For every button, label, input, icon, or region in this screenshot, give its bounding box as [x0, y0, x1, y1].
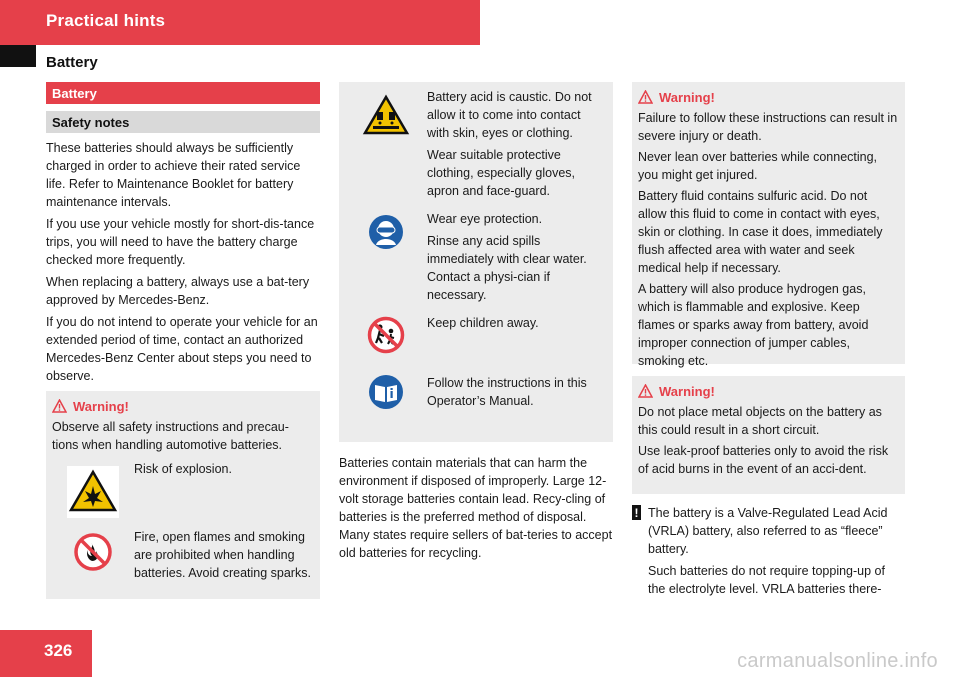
pictogram-box [339, 82, 613, 442]
page-subheading: Battery [46, 54, 98, 71]
warning-text: A battery will also produce hydrogen gas, which is flammable and explosive. Keep flames or sparks away from battery, avoid improper connection of jumper cables, smoking etc. [638, 282, 869, 368]
subsection-band-safety-notes: Safety notes [46, 111, 320, 133]
column-left [46, 82, 320, 599]
no-open-flame-icon [73, 532, 113, 572]
warning-box-general [46, 391, 320, 599]
pictogram-caption: Battery acid is caustic. Do not allow it to come into contact with skin, eyes or clothing. [427, 90, 592, 140]
pictogram-row [52, 460, 314, 520]
section-band-battery: Battery [46, 82, 320, 104]
pictogram-caption: Rinse any acid spills immediately with clear water. Contact a physi-cian if necessary. [427, 234, 587, 302]
warning-text: Never lean over batteries while connecting, you might get injured. [638, 150, 878, 182]
pictogram-caption: Follow the instructions in this Operator’s Manual. [427, 376, 587, 408]
note-text: The battery is a Valve-Regulated Lead Acid (VRLA) battery, also referred to as “fleece” battery. [648, 506, 888, 556]
paragraph: If you use your vehicle mostly for short-dis-tance trips, you will need to have the battery charge checked more frequently. [46, 217, 315, 267]
warning-heading [52, 397, 314, 415]
corrosive-warning-icon [362, 94, 410, 136]
note-vrla [632, 504, 905, 602]
warning-text: Do not place metal objects on the battery as this could result in a short circuit. [638, 405, 882, 437]
warning-heading [638, 88, 899, 106]
pictogram-caption: Wear eye protection. [427, 212, 543, 226]
warning-title: Warning! [73, 398, 129, 414]
pictogram-row [52, 528, 314, 586]
read-manual-icon [368, 374, 404, 410]
warning-title: Warning! [659, 383, 715, 399]
note-text: Such batteries do not require topping-up of the electrolyte level. VRLA batteries there- [648, 564, 885, 596]
exclamation-note-icon: ! [632, 505, 641, 520]
eye-protection-icon [368, 214, 404, 250]
section-title: Practical hints [46, 11, 166, 30]
warning-box-short-circuit [632, 376, 905, 494]
warning-title: Warning! [659, 89, 715, 105]
paragraph: If you do not intend to operate your vehicle for an extended period of time, contact an authorized Mercedes-Benz Center about steps you need to observe. [46, 315, 318, 383]
page-number: 326 [44, 641, 73, 660]
pictogram-row [345, 210, 605, 308]
warning-text: Use leak-proof batteries only to avoid the risk of acid burns in the event of an acci-dent. [638, 444, 889, 476]
pictogram-row [345, 314, 605, 354]
keep-children-away-icon [367, 316, 405, 354]
pictogram-caption: Wear suitable protective clothing, especially gloves, apron and face-guard. [427, 148, 575, 198]
pictogram-caption: Risk of explosion. [134, 462, 232, 476]
warning-text: Battery fluid contains sulfuric acid. Do not allow this fluid to come in contact with eyes, skin or clothing. In case it does, immediately flush affected area with water and seek medical help if necessary. [638, 189, 883, 275]
pictogram-row [345, 88, 605, 204]
page-tab-marker [0, 45, 36, 67]
warning-triangle-icon [638, 384, 653, 398]
pictogram-row [345, 370, 605, 414]
warning-text: Failure to follow these instructions can result in severe injury or death. [638, 111, 898, 143]
paragraph: These batteries should always be sufficiently charged in order to achieve their rated service life. Refer to Maintenance Booklet for battery maintenance intervals. [46, 141, 301, 209]
pictogram-caption: Fire, open flames and smoking are prohibited when handling batteries. Avoid creating sparks. [134, 530, 311, 580]
warning-triangle-icon [638, 90, 653, 104]
column-right [632, 82, 905, 602]
pictogram-caption: Keep children away. [427, 316, 539, 330]
warning-text: Observe all safety instructions and precau-tions when handling automotive batteries. [52, 420, 289, 452]
warning-heading [638, 382, 899, 400]
intro-paragraphs [46, 139, 320, 385]
watermark: carmanualsonline.info [737, 650, 938, 672]
column-middle [339, 82, 613, 562]
disposal-paragraph: Batteries contain materials that can harm the environment if disposed of improperly. Large 12-volt storage batteries contain lead. Recy-cling of batteries is the preferred method of disposal. Many states require sellers of bat-teries to accept old batteries for recycling. [339, 456, 613, 560]
explosion-warning-icon [65, 464, 121, 520]
warning-box-injury [632, 82, 905, 368]
warning-triangle-icon [52, 399, 67, 413]
paragraph: When replacing a battery, always use a bat-tery approved by Mercedes-Benz. [46, 275, 310, 307]
